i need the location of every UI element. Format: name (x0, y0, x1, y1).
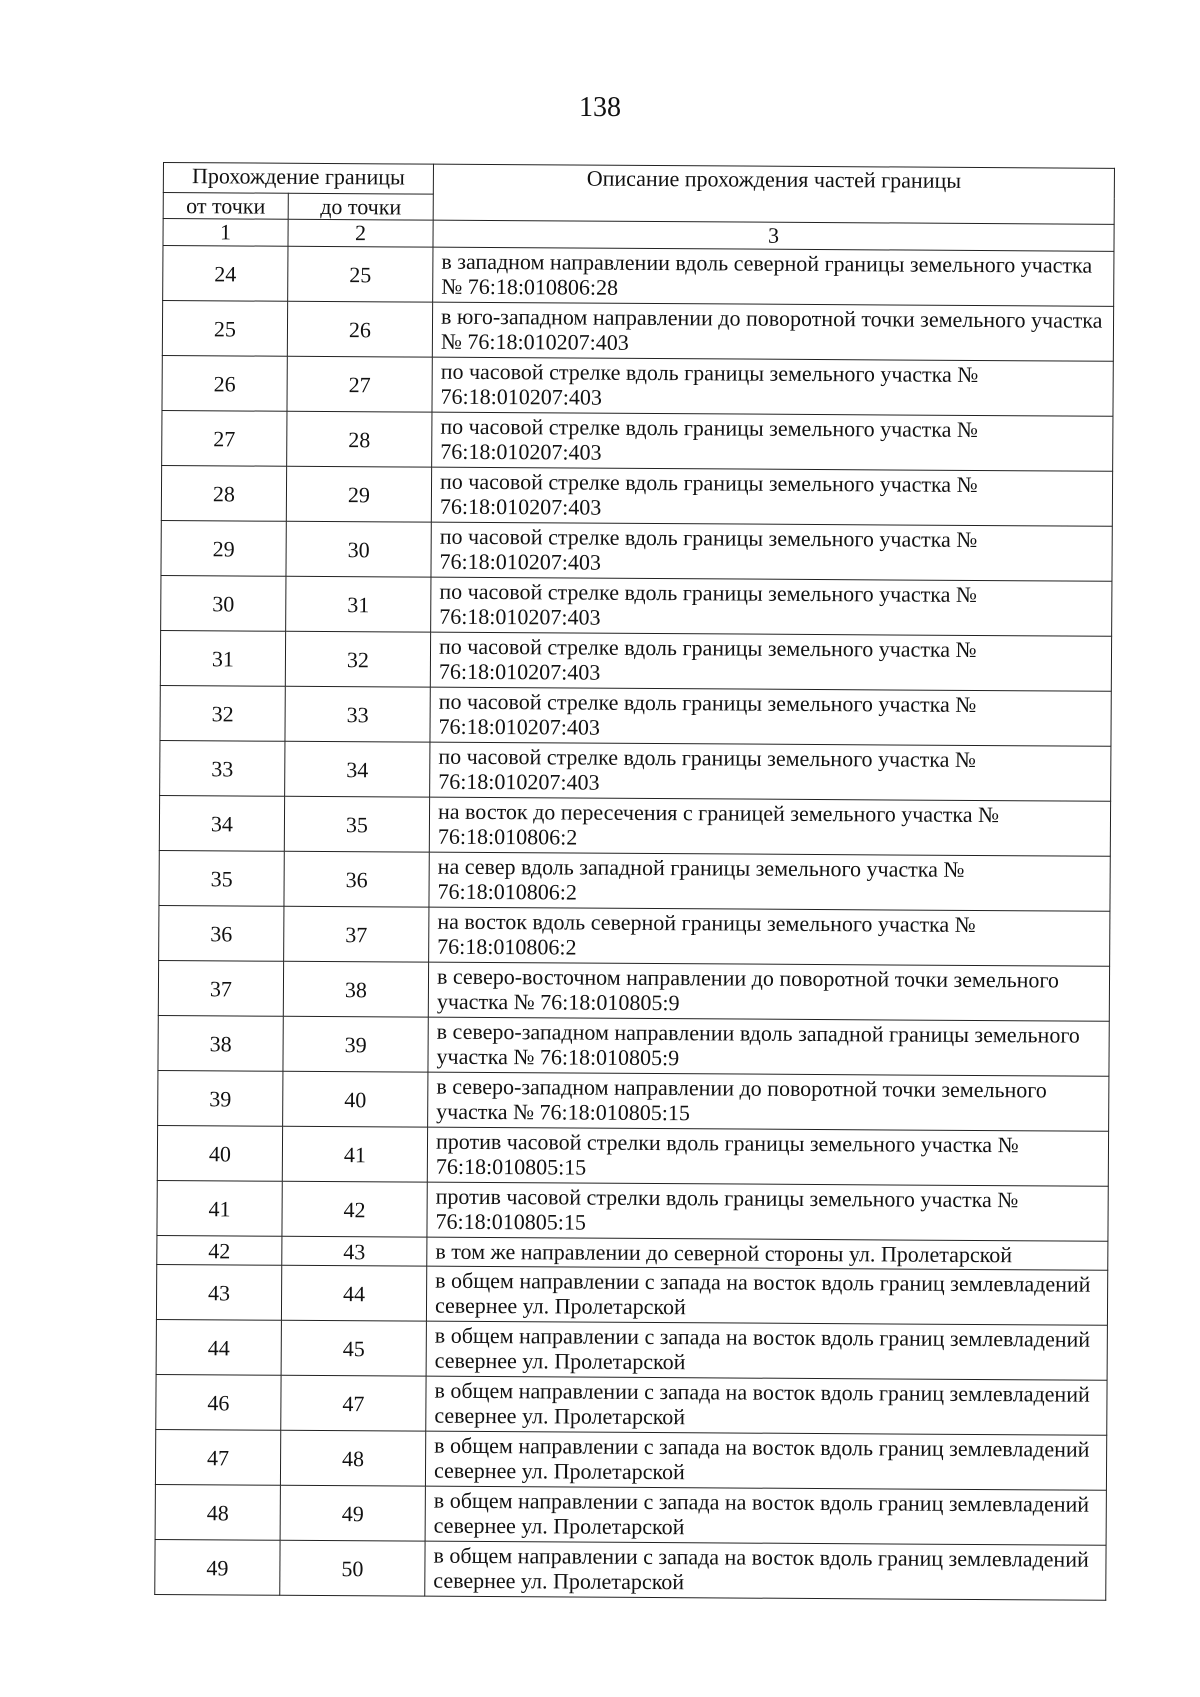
table-row (162, 301, 1113, 362)
from-point-cell: 25 (162, 301, 287, 357)
from-point-cell: 49 (155, 1539, 280, 1595)
description-cell: по часовой стрелке вдоль границы земельного участка № 76:18:010207:403 (430, 742, 1111, 801)
to-point-cell: 38 (283, 961, 428, 1017)
description-cell: по часовой стрелке вдоль границы земельного участка № 76:18:010207:403 (431, 522, 1112, 581)
from-point-cell: 31 (160, 630, 285, 686)
table-row (157, 1125, 1108, 1186)
description-cell: в том же направлении до северной стороны ул. Пролетарской (427, 1237, 1108, 1270)
page-number: 138 (579, 92, 621, 123)
table-row (159, 905, 1110, 966)
table-row (159, 795, 1110, 856)
to-point-cell: 42 (282, 1181, 427, 1237)
table-row (160, 630, 1111, 691)
to-point-cell: 30 (286, 521, 431, 577)
from-point-cell: 35 (159, 850, 284, 906)
description-cell: на восток до пересечения с границей земельного участка № 76:18:010806:2 (429, 797, 1110, 856)
to-point-cell: 43 (282, 1236, 427, 1266)
description-cell: по часовой стрелке вдоль границы земельного участка № 76:18:010207:403 (430, 632, 1111, 691)
to-point-cell: 40 (283, 1071, 428, 1127)
from-point-cell: 32 (160, 685, 285, 741)
header-from-point: от точки (163, 193, 288, 220)
description-cell: по часовой стрелке вдоль границы земельного участка № 76:18:010207:403 (431, 577, 1112, 636)
description-cell: в юго-западном направлении до поворотной точки земельного участка № 76:18:010207:403 (432, 302, 1113, 361)
column-number-2: 2 (288, 219, 433, 247)
to-point-cell: 44 (281, 1265, 426, 1321)
boundary-description-table (154, 162, 1115, 1601)
from-point-cell: 40 (157, 1125, 282, 1181)
to-point-cell: 35 (284, 796, 429, 852)
table-row (161, 520, 1112, 581)
table-row (162, 410, 1113, 471)
to-point-cell: 32 (285, 631, 430, 687)
from-point-cell: 42 (157, 1235, 282, 1265)
table-row (156, 1374, 1107, 1435)
from-point-cell: 27 (162, 410, 287, 466)
description-cell: в общем направлении с запада на восток вдоль границ землевладений севернее ул. Пролетарской (426, 1376, 1107, 1435)
description-cell: в северо-западном направлении вдоль западной границы земельного участка № 76:18:010805:9 (428, 1017, 1109, 1076)
description-cell: на север вдоль западной границы земельного участка № 76:18:010806:2 (429, 852, 1110, 911)
to-point-cell: 45 (281, 1320, 426, 1376)
table-row (158, 960, 1109, 1021)
to-point-cell: 26 (287, 301, 432, 357)
table-row (155, 1484, 1106, 1545)
description-cell: в общем направлении с запада на восток вдоль границ землевладений севернее ул. Пролетарской (425, 1541, 1106, 1600)
to-point-cell: 50 (280, 1540, 425, 1596)
description-cell: в общем направлении с запада на восток вдоль границ землевладений севернее ул. Пролетарской (426, 1321, 1107, 1380)
from-point-cell: 26 (162, 355, 287, 411)
to-point-cell: 39 (283, 1016, 428, 1072)
column-number-1: 1 (163, 219, 288, 247)
from-point-cell: 30 (161, 575, 286, 631)
table-row (161, 465, 1112, 526)
to-point-cell: 49 (280, 1485, 425, 1541)
to-point-cell: 47 (281, 1375, 426, 1431)
table-row (157, 1180, 1108, 1241)
description-cell: в общем направлении с запада на восток вдоль границ землевладений севернее ул. Пролетарской (425, 1431, 1106, 1490)
from-point-cell: 47 (155, 1429, 280, 1485)
to-point-cell: 25 (288, 246, 433, 302)
from-point-cell: 39 (158, 1070, 283, 1126)
from-point-cell: 28 (161, 465, 286, 521)
description-cell: в западном направлении вдоль северной границы земельного участка № 76:18:010806:28 (433, 247, 1114, 306)
description-cell: в общем направлении с запада на восток вдоль границ землевладений севернее ул. Пролетарской (426, 1266, 1107, 1325)
description-cell: против часовой стрелки вдоль границы земельного участка № 76:18:010805:15 (427, 1182, 1108, 1241)
description-cell: по часовой стрелке вдоль границы земельного участка № 76:18:010207:403 (431, 467, 1112, 526)
from-point-cell: 46 (156, 1374, 281, 1430)
table-row (158, 1070, 1109, 1131)
to-point-cell: 27 (287, 356, 432, 412)
table-row (156, 1264, 1107, 1325)
to-point-cell: 36 (284, 851, 429, 907)
to-point-cell: 48 (280, 1430, 425, 1486)
from-point-cell: 24 (163, 246, 288, 302)
from-point-cell: 34 (159, 795, 284, 851)
description-cell: по часовой стрелке вдоль границы земельного участка № 76:18:010207:403 (432, 357, 1113, 416)
to-point-cell: 29 (286, 466, 431, 522)
table-row (160, 685, 1111, 746)
column-number-3: 3 (433, 220, 1114, 251)
from-point-cell: 41 (157, 1180, 282, 1236)
table-row (155, 1429, 1106, 1490)
table-row (159, 850, 1110, 911)
to-point-cell: 31 (286, 576, 431, 632)
table-body (155, 246, 1114, 1601)
table-row (158, 1015, 1109, 1076)
to-point-cell: 33 (285, 686, 430, 742)
from-point-cell: 44 (156, 1319, 281, 1375)
from-point-cell: 37 (158, 960, 283, 1016)
from-point-cell: 43 (156, 1264, 281, 1320)
description-cell: в общем направлении с запада на восток вдоль границ землевладений севернее ул. Пролетарской (425, 1486, 1106, 1545)
to-point-cell: 37 (284, 906, 429, 962)
table-row (156, 1319, 1107, 1380)
to-point-cell: 41 (282, 1126, 427, 1182)
table-row (163, 246, 1114, 307)
from-point-cell: 38 (158, 1015, 283, 1071)
header-to-point: до точки (288, 193, 433, 220)
description-cell: против часовой стрелки вдоль границы земельного участка № 76:18:010805:15 (427, 1127, 1108, 1186)
header-boundary-passage: Прохождение границы (163, 163, 433, 195)
from-point-cell: 48 (155, 1484, 280, 1540)
from-point-cell: 36 (159, 905, 284, 961)
description-cell: по часовой стрелке вдоль границы земельного участка № 76:18:010207:403 (432, 412, 1113, 471)
to-point-cell: 28 (287, 411, 432, 467)
description-cell: по часовой стрелке вдоль границы земельного участка № 76:18:010207:403 (430, 687, 1111, 746)
table-row (161, 575, 1112, 636)
header-description: Описание прохождения частей границы (433, 164, 1114, 224)
from-point-cell: 29 (161, 520, 286, 576)
description-cell: в северо-западном направлении до поворотной точки земельного участка № 76:18:010805:15 (428, 1072, 1109, 1131)
description-cell: в северо-восточном направлении до поворотной точки земельного участка № 76:18:010805:9 (428, 962, 1109, 1021)
to-point-cell: 34 (285, 741, 430, 797)
table-row (160, 740, 1111, 801)
table-row (162, 355, 1113, 416)
table-row (155, 1539, 1106, 1600)
description-cell: на восток вдоль северной границы земельного участка № 76:18:010806:2 (429, 907, 1110, 966)
from-point-cell: 33 (160, 740, 285, 796)
